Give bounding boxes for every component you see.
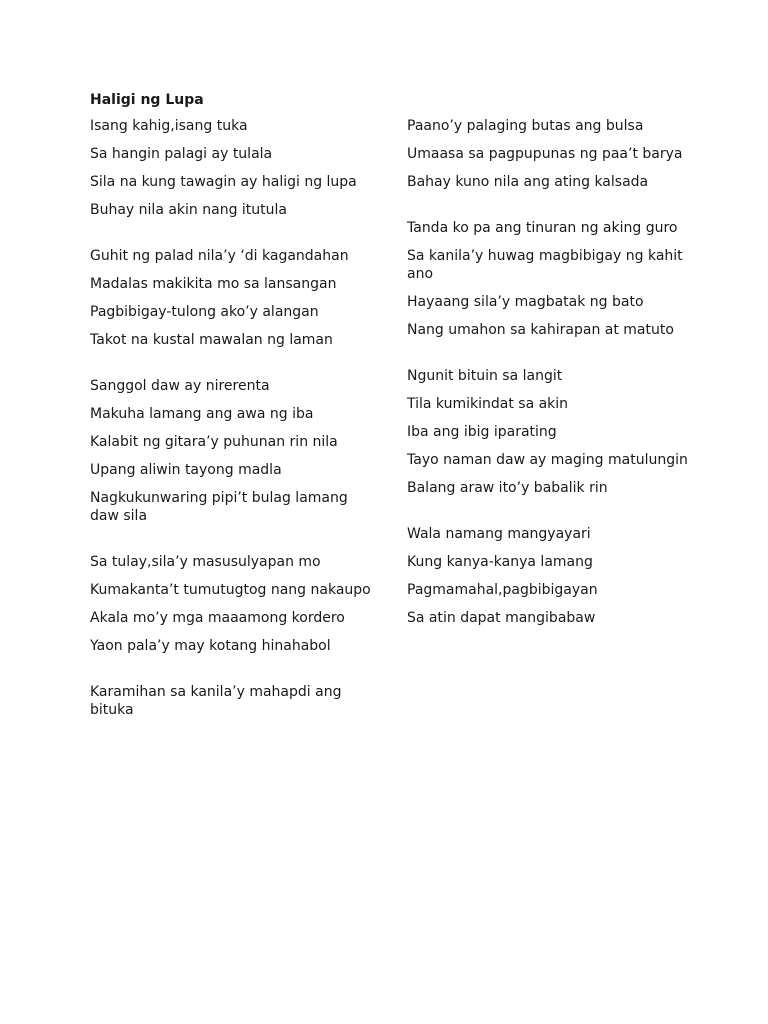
poem-line: Pagbibigay-tulong ako’y alangan bbox=[90, 304, 319, 320]
poem-line: Sa tulay,sila’y masusulyapan mo bbox=[90, 554, 321, 570]
poem-line: Hayaang sila’y magbatak ng bato bbox=[407, 294, 644, 310]
poem-line: Sa atin dapat mangibabaw bbox=[407, 610, 596, 626]
stanza bbox=[90, 377, 380, 525]
poem-line: Isang kahig,isang tuka bbox=[90, 118, 248, 134]
poem-line: Sa hangin palagi ay tulala bbox=[90, 146, 273, 162]
poem-line: Iba ang ibig iparating bbox=[407, 424, 557, 440]
poem-line: Umaasa sa pagpupunas ng paa’t barya bbox=[407, 146, 683, 162]
poem-line: Sanggol daw ay nirerenta bbox=[90, 378, 270, 394]
poem-line: Yaon pala’y may kotang hinahabol bbox=[90, 638, 331, 654]
poem-line: Wala namang mangyayari bbox=[407, 526, 591, 542]
poem-line: Sila na kung tawagin ay haligi ng lupa bbox=[90, 174, 357, 190]
poem-line: Upang aliwin tayong madla bbox=[90, 462, 282, 478]
stanza bbox=[90, 553, 380, 655]
poem-line: Guhit ng palad nila’y ‘di kagandahan bbox=[90, 248, 349, 264]
right-stanzas bbox=[407, 117, 697, 627]
poem-line: Pagmamahal,pagbibigayan bbox=[407, 582, 598, 598]
poem-line: Tanda ko pa ang tinuran ng aking guro bbox=[407, 220, 678, 236]
poem-line: Makuha lamang ang awa ng iba bbox=[90, 406, 314, 422]
poem-line: Tayo naman daw ay maging matulungin bbox=[407, 452, 688, 468]
poem-line: Paano’y palaging butas ang bulsa bbox=[407, 118, 644, 134]
poem-line: Kumakanta’t tumutugtog nang nakaupo bbox=[90, 582, 371, 598]
stanza bbox=[90, 247, 380, 349]
right-column bbox=[407, 91, 697, 655]
stanza bbox=[90, 683, 380, 719]
stanza bbox=[407, 525, 697, 627]
left-stanzas bbox=[90, 117, 380, 719]
stanza bbox=[407, 117, 697, 191]
poem-line: Bahay kuno nila ang ating kalsada bbox=[407, 174, 649, 190]
poem-line: Ngunit bituin sa langit bbox=[407, 368, 563, 384]
poem-line: Nang umahon sa kahirapan at matuto bbox=[407, 322, 674, 338]
stanza bbox=[90, 117, 380, 219]
poem-line: Kung kanya-kanya lamang bbox=[407, 554, 593, 570]
poem-line: Kalabit ng gitara’y puhunan rin nila bbox=[90, 434, 338, 450]
stanza bbox=[407, 367, 697, 497]
poem-line: Takot na kustal mawalan ng laman bbox=[90, 332, 333, 348]
stanza bbox=[407, 219, 697, 339]
poem-line: Balang araw ito’y babalik rin bbox=[407, 480, 608, 496]
poem-line: Madalas makikita mo sa lansangan bbox=[90, 276, 337, 292]
poem-line: Sa kanila’y huwag magbibigay ng kahit ano bbox=[407, 248, 683, 282]
poem-line: Karamihan sa kanila’y mahapdi ang bituka bbox=[90, 684, 342, 718]
poem-line: Tila kumikindat sa akin bbox=[407, 396, 569, 412]
poem-title: Haligi ng Lupa bbox=[90, 92, 204, 108]
left-column bbox=[90, 91, 380, 747]
poem-line: Akala mo’y mga maaamong kordero bbox=[90, 610, 345, 626]
poem-line: Buhay nila akin nang itutula bbox=[90, 202, 287, 218]
poem-line: Nagkukunwaring pipi’t bulag lamang daw sila bbox=[90, 490, 348, 524]
